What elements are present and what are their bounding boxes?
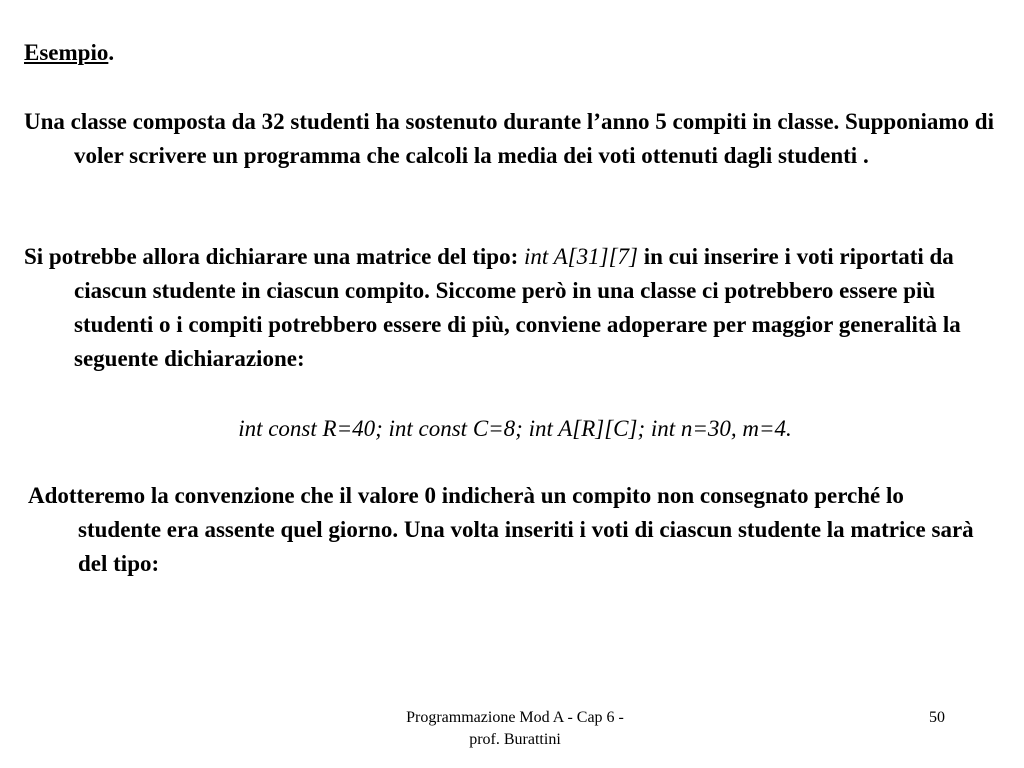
heading-suffix: . (108, 40, 115, 65)
paragraph-problem: Una classe composta da 32 studenti ha sostenuto durante l’anno 5 compiti in classe. Supponiamo di voler scrivere un programma che calcoli la media dei voti ottenuti dagli studenti . (24, 109, 994, 168)
page-number: 50 (929, 709, 945, 726)
paragraph-matrix-declaration (24, 240, 999, 376)
footer-course-info (350, 707, 680, 751)
inline-code: int A[31][7] (524, 244, 638, 269)
code-declaration: int const R=40; int const C=8; int A[R][C]; int n=30, m=4. (238, 416, 792, 441)
paragraph2-text-before: Si potrebbe allora dichiarare una matrice del tipo: (24, 244, 525, 269)
paragraph2-text-after: in cui inserire i voti riportati da ciascun studente in ciascun compito. Siccome però in una classe ci potrebbero essere più studenti o i compiti potrebbero essere di più, conviene adoperare per maggior generalità la seguente dichiarazione: (74, 244, 961, 371)
slide-heading (24, 36, 114, 70)
footer-line2: prof. Burattini (469, 731, 561, 748)
footer-line1: Programmazione Mod A - Cap 6 - (406, 709, 624, 726)
heading-label: Esempio (24, 40, 109, 65)
paragraph-convention: Adotteremo la convenzione che il valore 0 indicherà un compito non consegnato perché lo studente era assente quel giorno. Una volta inseriti i voti di ciascun studente la matrice sarà del tipo: (28, 483, 974, 576)
